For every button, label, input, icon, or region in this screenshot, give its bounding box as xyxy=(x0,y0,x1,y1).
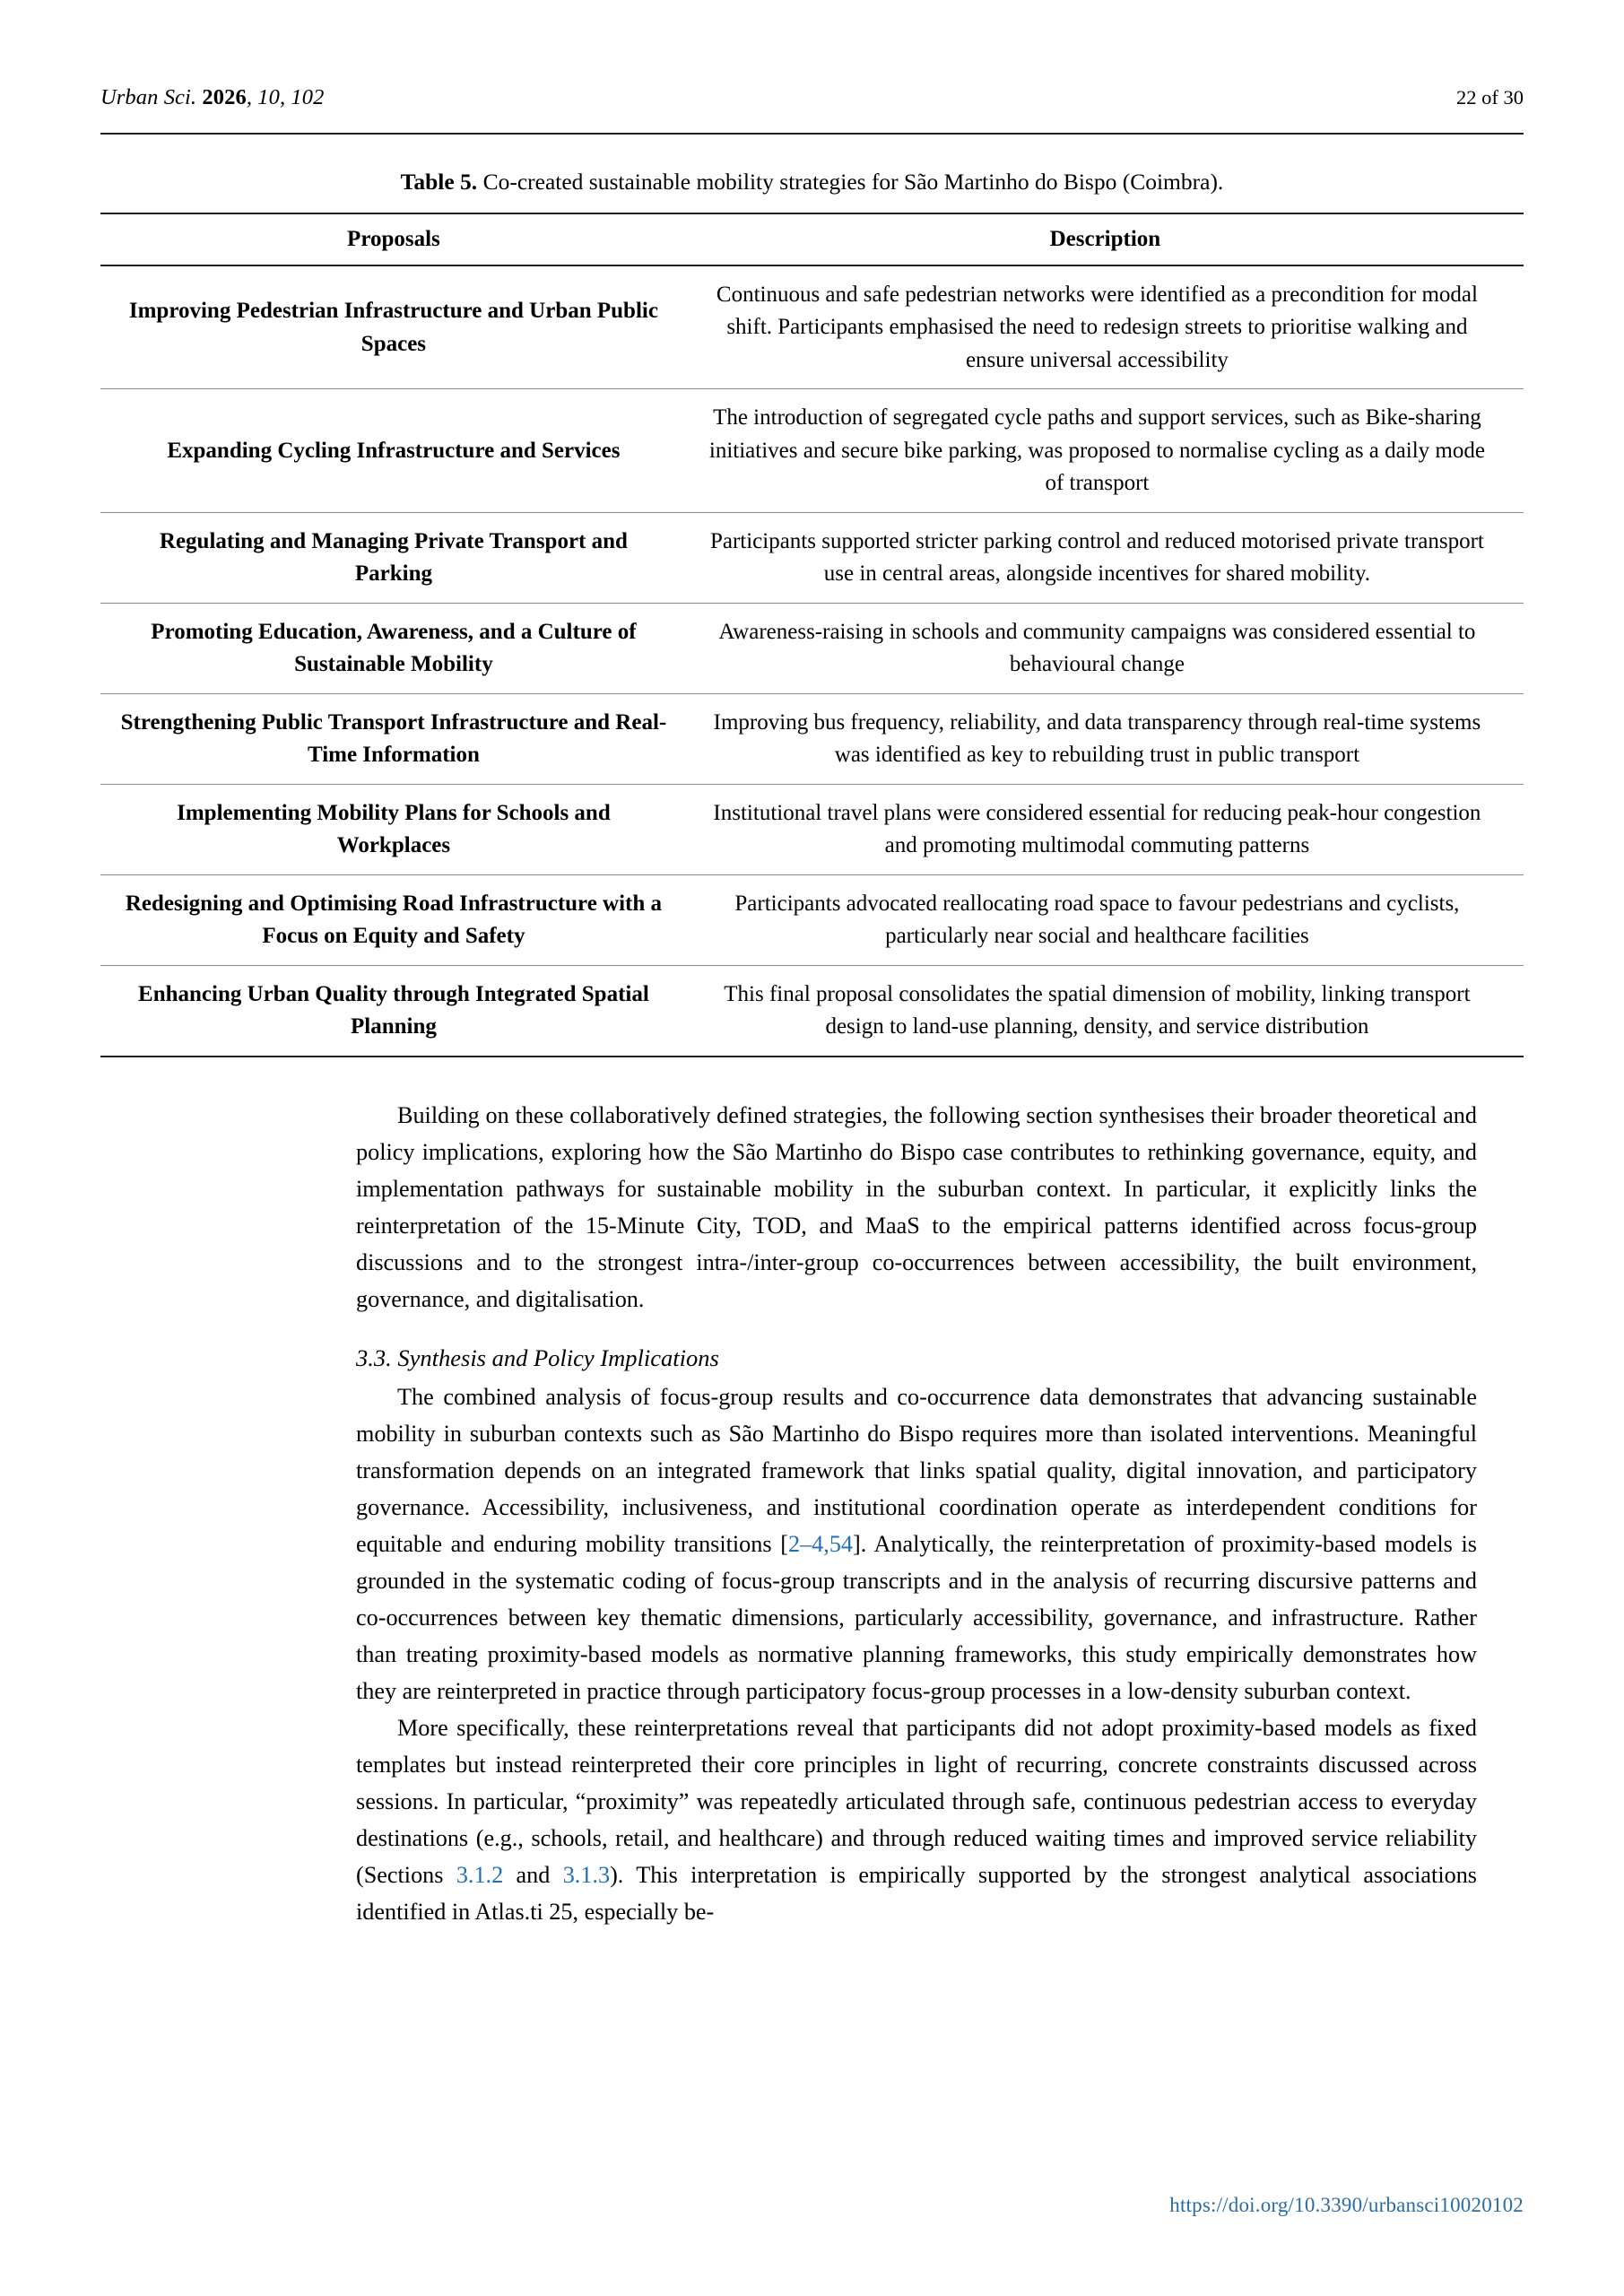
paragraph-combined-analysis xyxy=(356,1378,1477,1709)
running-head xyxy=(100,0,1524,110)
paragraph-text-conjunction: and xyxy=(503,1862,563,1889)
cell-proposal: Redesigning and Optimising Road Infrastructure with a Focus on Equity and Safety xyxy=(100,874,687,965)
cell-description: Participants advocated reallocating road space to favour pedestrians and cyclists, particularly near social and healthcare facilities xyxy=(687,874,1524,965)
paragraph-text-part-a: The combined analysis of focus-group results and co-occurrence data demonstrates that advancing sustainable mobility in suburban contexts such as São Martinho do Bispo requires more than isolated interventions. Meaningful transformation depends on an integrated framework that links spatial quality, digital innovation, and participatory governance. Accessibility, inclusiveness, and institutional coordination operate as interdependent conditions for equitable and enduring mobility transitions [ xyxy=(356,1384,1477,1558)
footer xyxy=(1169,2194,1524,2217)
paragraph-building-on: Building on these collaboratively defined strategies, the following section synthesises their broader theoretical and policy implications, exploring how the São Martinho do Bispo case contributes to rethinking governance, equity, and implementation pathways for sustainable mobility in the suburban context. In particular, it explicitly links the reinterpretation of the 15-Minute City, TOD, and MaaS to the empirical patterns identified across focus-group discussions and to the strongest intra-/inter-group co-occurrences between accessibility, the built environment, governance, and digitalisation. xyxy=(356,1101,1477,1312)
citation-link-2-4-54[interactable]: 2–4,54 xyxy=(787,1531,853,1558)
table-header xyxy=(100,213,1524,265)
cell-description: Participants supported stricter parking control and reduced motorised private transport use in central areas, alongside incentives for shared mobility. xyxy=(687,512,1524,603)
table-row xyxy=(100,512,1524,603)
journal-name: Urban Sci. xyxy=(100,85,197,109)
section-link-3-1-2[interactable]: 3.1.2 xyxy=(456,1862,504,1889)
body-paragraph-block-2 xyxy=(100,1378,1524,1930)
table-row xyxy=(100,389,1524,513)
table-row xyxy=(100,265,1524,389)
table-caption xyxy=(100,167,1524,197)
page-indicator: 22 of 30 xyxy=(1456,86,1524,109)
paragraph-more-specifically xyxy=(356,1709,1477,1930)
body-paragraph-block-1 xyxy=(100,1097,1524,1318)
table-caption-label: Table 5. xyxy=(400,169,478,195)
table-caption-text: Co-created sustainable mobility strategies for São Martinho do Bispo (Coimbra). xyxy=(482,169,1224,195)
table-row xyxy=(100,874,1524,965)
table-row xyxy=(100,693,1524,784)
paragraph-text-part-a: More specifically, these reinterpretations reveal that participants did not adopt proximity-based models as fixed templates but instead reinterpreted their core principles in light of recurring, concrete constraints discussed across sessions. In particular, “proximity” was repeatedly articulated through safe, continuous pedestrian access to everyday destinations (e.g., schools, retail, and healthcare) and through reduced waiting times and improved service reliability (Sections xyxy=(356,1715,1477,1889)
cell-proposal: Strengthening Public Transport Infrastructure and Real-Time Information xyxy=(100,693,687,784)
table-row xyxy=(100,965,1524,1057)
table-row xyxy=(100,784,1524,874)
table-header-row xyxy=(100,213,1524,265)
column-header-proposals: Proposals xyxy=(100,213,687,265)
strategies-table xyxy=(100,213,1524,1057)
running-head-citation: Urban Sci. 2026, 10, 102 xyxy=(100,85,325,109)
cell-description: The introduction of segregated cycle paths and support services, such as Bike-sharing initiatives and secure bike parking, was proposed to normalise cycling as a daily mode of transport xyxy=(687,389,1524,513)
header-divider xyxy=(100,133,1524,135)
cell-proposal: Expanding Cycling Infrastructure and Services xyxy=(100,389,687,513)
cell-description: This final proposal consolidates the spatial dimension of mobility, linking transport design to land-use planning, density, and service distribution xyxy=(687,965,1524,1057)
cell-proposal: Improving Pedestrian Infrastructure and Urban Public Spaces xyxy=(100,265,687,389)
paragraph-text-part-c: ). This interpretation is empirically supported by the strongest analytical associations identified in Atlas.ti 25, especially be- xyxy=(356,1862,1477,1926)
volume-number: 10 xyxy=(257,85,280,109)
column-header-description: Description xyxy=(687,213,1524,265)
cell-proposal: Implementing Mobility Plans for Schools and Workplaces xyxy=(100,784,687,874)
cell-description: Awareness-raising in schools and community campaigns was considered essential to behavioural change xyxy=(687,603,1524,693)
section-link-3-1-3[interactable]: 3.1.3 xyxy=(562,1862,611,1889)
cell-description: Continuous and safe pedestrian networks were identified as a precondition for modal shift. Participants emphasised the need to redesign streets to prioritise walking and ensure universal accessibility xyxy=(687,265,1524,389)
paragraph-text-part-b: ]. Analytically, the reinterpretation of proximity-based models is grounded in the systematic coding of focus-group transcripts and in the analysis of recurring discursive patterns and co-occurrences between key thematic dimensions, particularly accessibility, governance, and infrastructure. Rather than treating proximity-based models as normative planning frameworks, this study empirically demonstrates how they are reinterpreted in practice through participatory focus-group processes in a low-density suburban context. xyxy=(356,1531,1477,1705)
publication-year: 2026 xyxy=(202,85,247,109)
cell-proposal: Regulating and Managing Private Transport and Parking xyxy=(100,512,687,603)
doi-link[interactable]: https://doi.org/10.3390/urbansci10020102 xyxy=(1169,2194,1524,2216)
cell-description: Institutional travel plans were considered essential for reducing peak-hour congestion and promoting multimodal commuting patterns xyxy=(687,784,1524,874)
cell-proposal: Enhancing Urban Quality through Integrated Spatial Planning xyxy=(100,965,687,1057)
table-body xyxy=(100,265,1524,1057)
cell-proposal: Promoting Education, Awareness, and a Culture of Sustainable Mobility xyxy=(100,603,687,693)
section-heading-3-3: 3.3. Synthesis and Policy Implications xyxy=(356,1344,719,1371)
cell-description: Improving bus frequency, reliability, and data transparency through real-time systems was identified as key to rebuilding trust in public transport xyxy=(687,693,1524,784)
table-row xyxy=(100,603,1524,693)
article-number: 102 xyxy=(291,85,325,109)
